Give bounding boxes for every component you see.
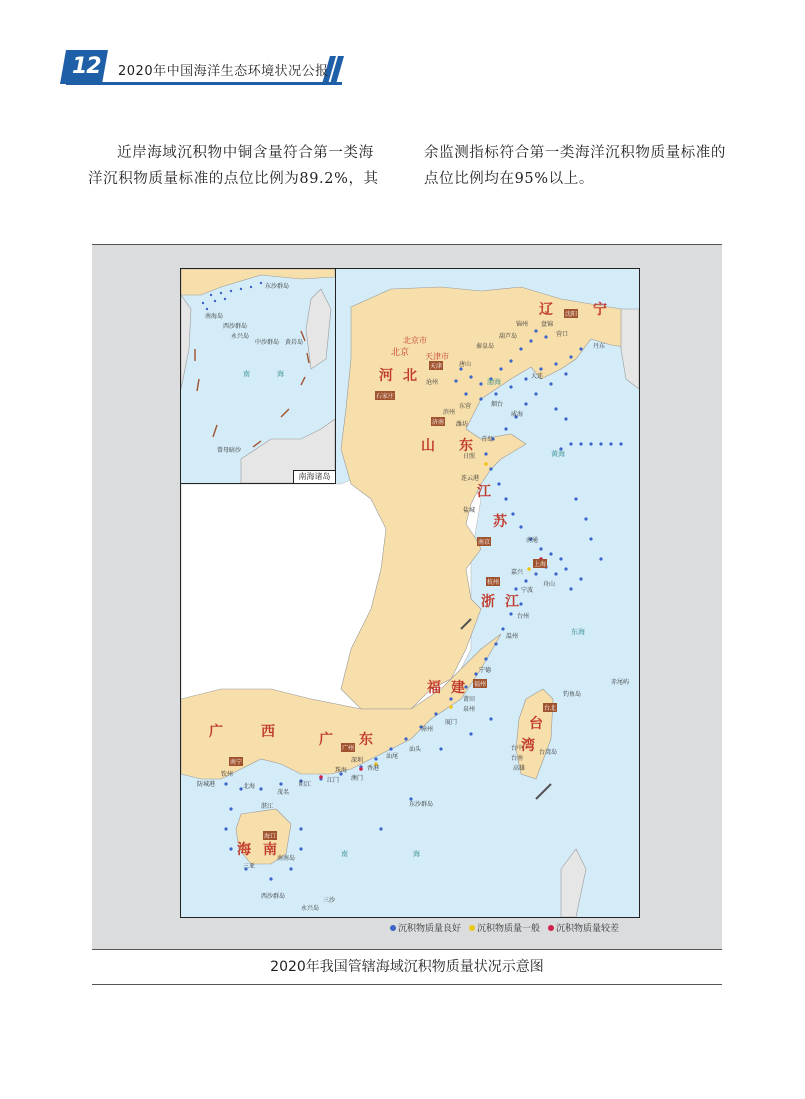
capital-fuzhou: 福州	[474, 681, 487, 688]
city-qingdao: 青岛	[481, 436, 494, 443]
report-title: 2020年中国海洋生态环境状况公报	[118, 64, 329, 79]
province-hebei-2: 北	[403, 368, 418, 384]
province-hebei-1: 河	[379, 368, 394, 384]
island-dongsha: 东沙群岛	[409, 801, 434, 808]
caption-rule	[92, 984, 722, 985]
page-number: 12	[72, 54, 101, 79]
city-hongkong: 香港	[367, 765, 380, 772]
inset-sea-label-1: 南	[243, 370, 250, 378]
city-binzhou: 滨州	[443, 409, 456, 416]
city-ningbo: 宁波	[521, 587, 534, 594]
city-beihai: 北海	[243, 783, 256, 790]
legend-item-fair	[469, 921, 540, 934]
capital-taibei: 台北	[544, 705, 557, 712]
city-dongying: 东营	[459, 403, 472, 410]
province-taiwan-2: 湾	[521, 738, 536, 754]
map-legend	[390, 921, 619, 934]
province-shandong-2: 东	[459, 438, 474, 454]
sea-nanhai-2: 海	[413, 850, 420, 858]
legend-dot-fair	[469, 925, 475, 931]
province-zhejiang-1: 浙	[481, 594, 496, 610]
sea-huanghai: 黄海	[551, 450, 565, 458]
inset-island-zhongsha: 中沙群岛	[255, 339, 280, 346]
body-paragraph-left: 近岸海域沉积物中铜含量符合第一类海洋沉积物质量标准的点位比例为89.2%，其	[88, 145, 379, 187]
city-weifang: 潍坊	[456, 421, 469, 428]
sea-bohai: 渤海	[487, 378, 501, 386]
capital-jinan: 济南	[432, 419, 445, 426]
city-rizhao: 日照	[463, 453, 476, 460]
island-diaoyu: 钓鱼岛	[563, 691, 582, 698]
city-zhangzhou: 漳州	[421, 726, 434, 733]
inset-coast-land	[181, 269, 335, 295]
korea-peninsula	[621, 309, 639, 389]
province-fujian-2: 建	[451, 680, 466, 696]
inset-island-yongxing: 永兴岛	[231, 333, 250, 340]
legend-dot-poor	[548, 925, 554, 931]
city-xiamen: 厦门	[445, 719, 458, 726]
maritime-boundary-1	[536, 784, 551, 799]
capital-guangzhou: 广州	[342, 745, 355, 752]
inset-boundary-dashes	[195, 331, 309, 447]
capital-shijiazhuang: 石家庄	[376, 393, 395, 400]
inset-island-dongsha: 东沙群岛	[265, 283, 290, 290]
page-header	[0, 44, 805, 92]
inset-title: 南海诸岛	[293, 470, 335, 483]
city-huludao: 葫芦岛	[499, 333, 518, 340]
legend-item-poor	[548, 921, 619, 934]
city-maoming: 茂名	[277, 789, 290, 796]
city-zhuhai: 珠海	[335, 767, 348, 774]
city-quanzhou: 泉州	[463, 706, 476, 713]
capital-tianjin-municipality: 天津市	[425, 352, 449, 361]
inset-canvas	[181, 269, 335, 483]
city-dandong: 丹东	[593, 343, 606, 350]
city-jiaxing: 嘉兴	[511, 569, 524, 576]
province-guangxi-2: 西	[261, 724, 276, 740]
province-hainan-2: 南	[263, 842, 278, 858]
capital-haikou: 海口	[264, 833, 277, 840]
city-putian: 莆田	[463, 696, 476, 703]
city-sanya: 三亚	[243, 863, 256, 870]
city-yantai: 烟台	[491, 401, 504, 408]
province-zhejiang-2: 江	[505, 594, 520, 610]
legend-label-poor: 沉积物质量较差	[556, 924, 620, 934]
city-yancheng: 盐城	[463, 507, 476, 514]
city-jinzhou: 锦州	[516, 321, 529, 328]
island-xisha: 西沙群岛	[261, 893, 286, 900]
province-liaoning-1: 辽	[539, 302, 554, 318]
city-qinzhou: 钦州	[221, 771, 234, 778]
philippines-hint	[561, 849, 586, 917]
island-taiwan: 台湾岛	[539, 749, 558, 756]
city-fangchenggang: 防城港	[197, 781, 216, 788]
inset-sea-label-2: 海	[277, 370, 284, 378]
capital-nanjing: 南京	[478, 539, 491, 546]
city-tainan: 台南	[511, 755, 524, 762]
province-liaoning-2: 宁	[593, 302, 608, 318]
city-nantong: 南通	[526, 537, 539, 544]
city-qinhuangdao: 秦皇岛	[476, 343, 495, 350]
sea-nanhai-1: 南	[341, 850, 348, 858]
city-zhanjiang: 湛江	[261, 803, 274, 810]
capital-shenyang: 沈阳	[565, 311, 578, 318]
inset-zengmu: 曾母暗沙	[217, 447, 242, 454]
capital-nanning: 南宁	[230, 759, 243, 766]
capital-hangzhou: 杭州	[487, 579, 500, 586]
island-yongxing: 永兴岛	[301, 905, 320, 912]
header-rule	[66, 82, 342, 85]
capital-tianjin: 天津	[430, 363, 443, 370]
inset-vietnam-land	[181, 295, 191, 389]
sea-donghai: 东海	[571, 628, 585, 636]
province-jiangsu-1: 江	[477, 484, 492, 500]
city-taizhou: 台州	[517, 613, 530, 620]
capital-beijing: 北京	[391, 348, 410, 358]
figure-caption: 2020年我国管辖海域沉积物质量状况示意图	[270, 959, 544, 975]
city-zhoushan: 舟山	[543, 581, 556, 588]
city-tangshan: 唐山	[459, 361, 472, 368]
province-guangxi-1: 广	[209, 724, 224, 740]
city-yingkou: 营口	[556, 331, 569, 338]
island-nanhai: 南南岛	[277, 855, 296, 862]
city-jiangmen: 江门	[327, 777, 340, 784]
city-wenzhou: 温州	[506, 633, 519, 640]
city-panjin: 盘锦	[541, 321, 554, 328]
inset-island-xisha: 西沙群岛	[223, 323, 248, 330]
city-shenzhen: 深圳	[351, 757, 364, 764]
legend-item-good	[390, 921, 461, 934]
city-yangjiang: 阳江	[299, 781, 312, 788]
legend-label-fair: 沉积物质量一般	[477, 924, 541, 934]
inset-island-huangyan: 黄岩岛	[285, 339, 304, 346]
city-gaoxiong: 高雄	[513, 765, 526, 772]
inset-philippines-land	[306, 289, 331, 369]
island-chiwei: 赤尾屿	[611, 679, 630, 686]
province-fujian-1: 福	[427, 680, 442, 696]
city-macau: 澳门	[351, 775, 364, 782]
city-shantou: 汕头	[409, 746, 422, 753]
city-weihai: 威海	[511, 411, 524, 418]
city-shanwei: 汕尾	[386, 753, 399, 760]
south-sea-islands-inset	[180, 268, 336, 484]
city-taizhong: 台中	[511, 745, 524, 752]
city-cangzhou: 沧州	[426, 379, 439, 386]
legend-label-good: 沉积物质量良好	[398, 924, 462, 934]
inset-island-nanhai: 南海岛	[205, 313, 224, 320]
city-ningde: 宁德	[479, 667, 492, 674]
island-sansha: 三沙	[323, 897, 336, 904]
city-dalian: 大连	[531, 373, 544, 380]
province-guangdong-2: 东	[359, 732, 374, 748]
body-paragraph-right: 余监测指标符合第一类海洋沉积物质量标准的点位比例均在95%以上。	[424, 145, 726, 187]
city-lianyungang: 连云港	[461, 475, 480, 482]
province-hainan-1: 海	[237, 842, 252, 858]
capital-beijing-municipality: 北京市	[403, 336, 427, 345]
province-shandong-1: 山	[421, 438, 436, 454]
province-jiangsu-2: 苏	[493, 514, 508, 530]
province-taiwan-1: 台	[529, 716, 544, 732]
province-guangdong-1: 广	[319, 732, 334, 748]
capital-shanghai: 上海	[534, 561, 547, 568]
legend-dot-good	[390, 925, 396, 931]
